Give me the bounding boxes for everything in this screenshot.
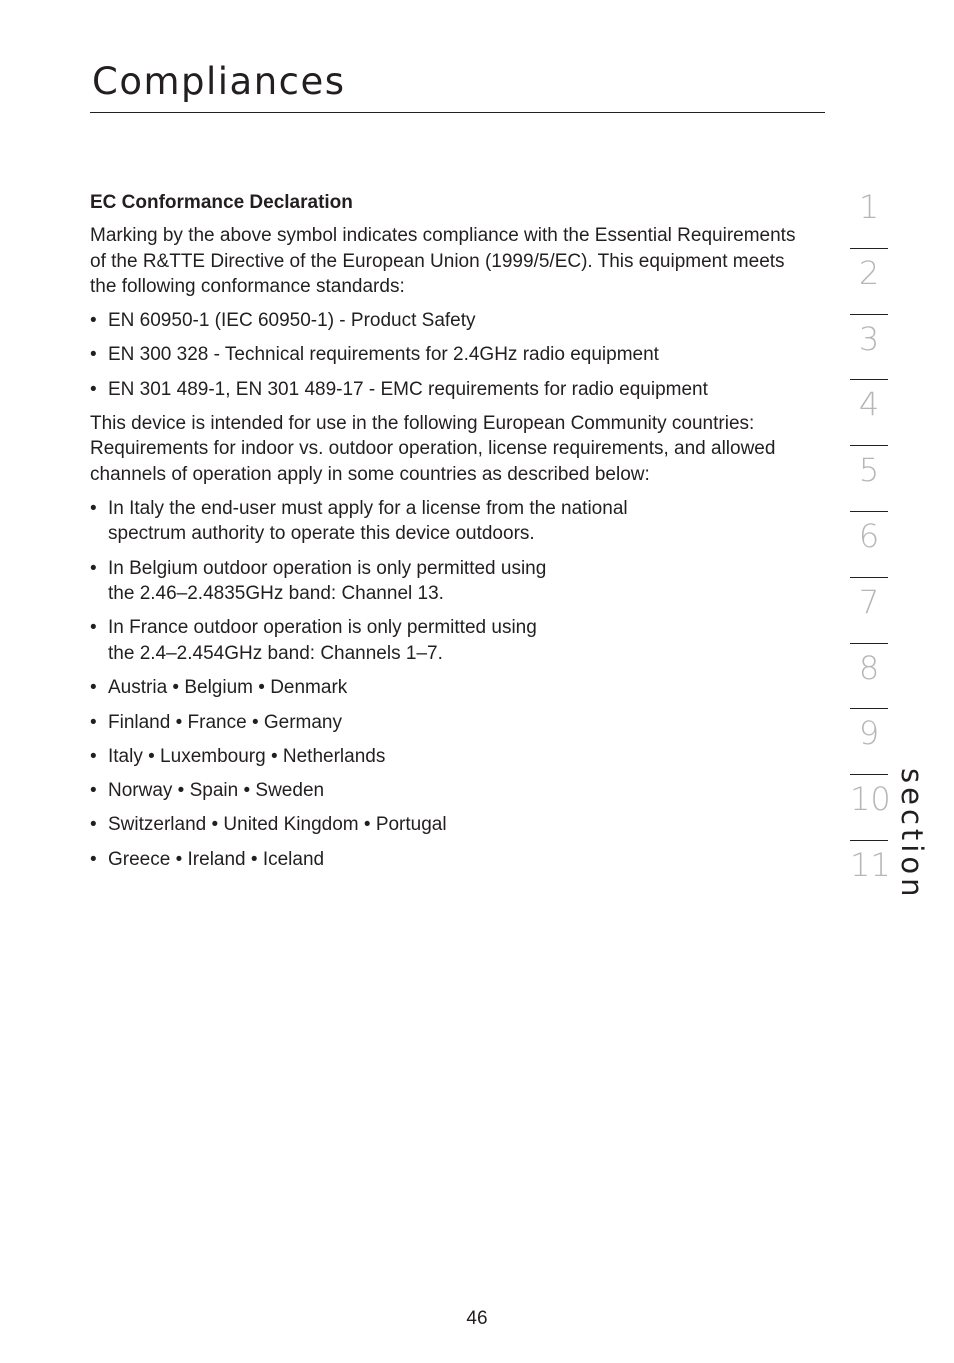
countries-intro-paragraph: This device is intended for use in the following European Community countries: Requirements for indoor vs. outdoor operation, license requirements, and allowed channels of operation apply in some countries as described below:	[90, 412, 776, 485]
section-tab-number: 11	[850, 845, 891, 884]
section-tab-number: 7	[858, 582, 880, 621]
list-item	[90, 847, 810, 873]
list-item-text: Norway • Spain • Sweden	[108, 780, 325, 802]
section-tabs	[850, 183, 891, 907]
list-item-text: EN 60950-1 (IEC 60950-1) - Product Safety	[108, 310, 476, 331]
section-tab-7[interactable]	[850, 578, 888, 644]
list-item	[90, 615, 810, 666]
standards-list	[90, 308, 810, 402]
title-divider	[90, 112, 825, 113]
list-item	[90, 342, 810, 368]
list-item-text: Austria • Belgium • Denmark	[108, 677, 348, 699]
intro-paragraph: Marking by the above symbol indicates compliance with the Essential Requirements of the R&TTE Directive of the European Union (1999/5/EC). This equipment meets the following conformance standards:	[90, 225, 796, 297]
section-tab-number: 1	[858, 188, 880, 226]
list-item	[90, 377, 810, 403]
section-tab-2[interactable]	[850, 249, 888, 315]
section-tab-9[interactable]	[850, 709, 888, 775]
restrictions-list	[90, 496, 810, 667]
main-content	[90, 190, 810, 881]
list-item	[90, 812, 810, 838]
section-tab-8[interactable]	[850, 644, 888, 710]
list-item	[90, 675, 810, 701]
countries-list	[90, 675, 810, 872]
section-tab-number: 9	[858, 714, 880, 753]
list-item	[90, 556, 810, 607]
section-tab-1[interactable]	[850, 183, 888, 249]
list-item-text: In France outdoor operation is only permitted using the 2.4–2.454GHz band: Channels 1–7.	[108, 617, 537, 664]
list-item	[90, 744, 810, 770]
section-heading: EC Conformance Declaration	[90, 192, 353, 213]
bullet: •	[90, 677, 97, 699]
bullet: •	[90, 745, 97, 767]
list-item-text: EN 301 489-1, EN 301 489-17 - EMC requirements for radio equipment	[108, 378, 708, 400]
bullet: •	[90, 378, 97, 400]
section-tab-4[interactable]	[850, 380, 888, 446]
bullet: •	[90, 344, 97, 366]
bullet: •	[90, 848, 97, 870]
bullet: •	[90, 557, 97, 579]
list-item-text: Greece • Ireland • Iceland	[108, 848, 325, 870]
list-item-text: EN 300 328 - Technical requirements for 2.4GHz radio equipment	[108, 344, 659, 366]
list-item	[90, 308, 810, 334]
bullet: •	[90, 617, 97, 639]
page-title: Compliances	[92, 60, 346, 103]
section-tab-10[interactable]	[850, 775, 891, 841]
section-tab-number: 10	[850, 780, 891, 819]
section-tab-number: 8	[858, 648, 880, 687]
section-tab-number: 6	[858, 516, 880, 555]
list-item	[90, 710, 810, 736]
list-item-text: In Belgium outdoor operation is only permitted using the 2.46–2.4835GHz band: Channel 13.	[108, 557, 547, 605]
section-tab-number: 3	[858, 319, 880, 358]
bullet: •	[90, 780, 97, 802]
page-number: 46	[466, 1308, 488, 1329]
section-tab-6[interactable]	[850, 512, 888, 578]
bullet: •	[90, 310, 97, 331]
active-section-number: 12	[851, 909, 892, 947]
bullet: •	[90, 814, 97, 836]
section-tab-number: 5	[858, 451, 880, 490]
section-tab-number: 2	[858, 253, 880, 292]
section-tab-11[interactable]	[850, 841, 891, 907]
list-item	[90, 778, 810, 804]
section-tab-number: 4	[858, 385, 880, 424]
list-item-text: In Italy the end-user must apply for a license from the national spectrum authority to operate this device outdoors.	[108, 497, 628, 545]
section-tab-5[interactable]	[850, 446, 888, 512]
bullet: •	[90, 711, 97, 733]
list-item	[90, 496, 810, 547]
list-item-text: Finland • France • Germany	[108, 711, 343, 733]
section-label: section	[895, 768, 929, 901]
section-tab-3[interactable]	[850, 315, 888, 381]
bullet: •	[90, 497, 97, 519]
list-item-text: Switzerland • United Kingdom • Portugal	[108, 814, 447, 836]
list-item-text: Italy • Luxembourg • Netherlands	[108, 745, 386, 767]
